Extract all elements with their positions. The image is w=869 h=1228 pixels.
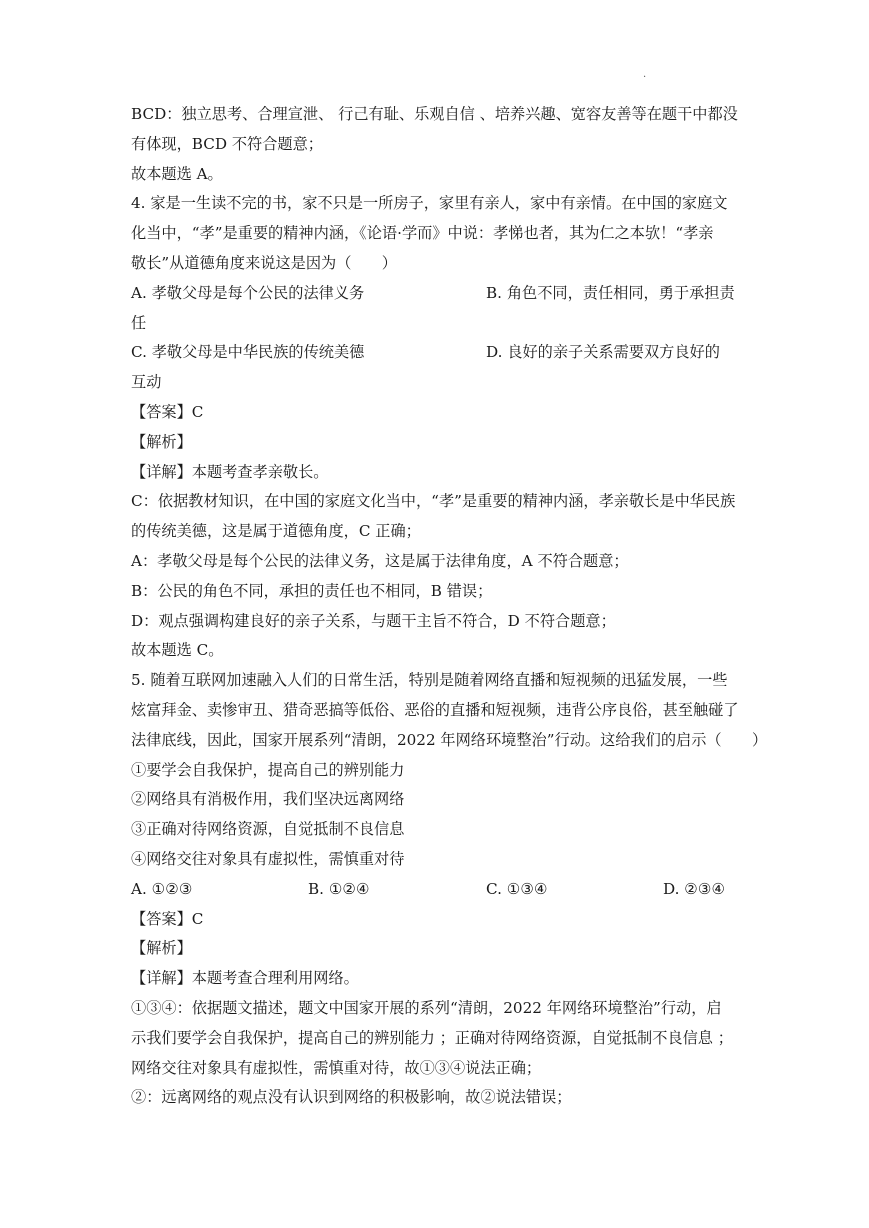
question-4 bbox=[131, 189, 741, 666]
q4-explanation-line: 故本题选 C。 bbox=[131, 641, 224, 660]
q5-analysis-label: 【解析】 bbox=[131, 939, 192, 958]
prev-analysis-bcd-line-2: 有体现，BCD 不符合题意； bbox=[131, 134, 323, 153]
q5-stem-line-3: 法律底线，因此，国家开展系列“清朗，2022 年网络环境整治”行动。这给我们的启示（ ） bbox=[131, 730, 768, 749]
q5-answer: 【答案】C bbox=[131, 909, 204, 928]
q5-statement-3: ③正确对待网络资源，自觉抵制不良信息 bbox=[131, 820, 405, 839]
q4-option-d-wrap: 互动 bbox=[131, 373, 162, 392]
q5-stem-line-1: 5. 随着互联网加速融入人们的日常生活，特别是随着网络直播和短视频的迅猛发展，一些 bbox=[131, 671, 728, 690]
q4-option-d: D. 良好的亲子关系需要双方良好的 bbox=[486, 343, 720, 362]
q4-explanation-line: C：依据教材知识，在中国的家庭文化当中，“孝”是重要的精神内涵，孝亲敬长是中华民族 bbox=[131, 492, 736, 511]
q4-detail: 【详解】本题考查孝亲敬长。 bbox=[131, 462, 329, 481]
q4-options-row-1 bbox=[131, 279, 741, 309]
page-top-mark: . bbox=[643, 69, 647, 80]
q4-option-b: B. 角色不同，责任相同，勇于承担责 bbox=[486, 283, 735, 302]
q4-explanation-line: D：观点强调构建良好的亲子关系，与题干主旨不符合，D 不符合题意； bbox=[131, 611, 616, 630]
q4-stem-line-1: 4. 家是一生读不完的书，家不只是一所房子，家里有亲人，家中有亲情。在中国的家庭文 bbox=[131, 194, 728, 213]
q4-explanation-line: 的传统美德，这是属于道德角度，C 正确； bbox=[131, 522, 421, 541]
prev-analysis-bcd-line-1: BCD：独立思考、合理宣泄、 行己有耻、乐观自信 、培养兴趣、宽容友善等在题干中都没 bbox=[131, 105, 738, 123]
q5-detail: 【详解】本题考查合理利用网络。 bbox=[131, 969, 359, 988]
q4-stem-line-2: 化当中，“孝”是重要的精神内涵，《论语·学而》中说：孝悌也者，其为仁之本欤！“孝亲 bbox=[131, 224, 714, 243]
q4-explanation-line: B：公民的角色不同，承担的责任也不相同，B 错误； bbox=[131, 581, 493, 600]
q5-statement-2: ②网络具有消极作用，我们坚决远离网络 bbox=[131, 790, 405, 809]
q5-statement-4: ④网络交往对象具有虚拟性，需慎重对待 bbox=[131, 849, 405, 868]
q4-explanation-line: A：孝敬父母是每个公民的法律义务，这是属于法律角度，A 不符合题意； bbox=[131, 551, 629, 570]
q5-explanation-line: ②：远离网络的观点没有认识到网络的积极影响，故②说法错误； bbox=[131, 1088, 572, 1107]
q4-analysis-label: 【解析】 bbox=[131, 432, 192, 451]
q4-stem-line-3: 敬长”从道德角度来说这是因为（ ） bbox=[131, 253, 397, 272]
q5-option-d: D. ②③④ bbox=[663, 879, 726, 898]
q5-option-b: B. ①②④ bbox=[308, 879, 370, 898]
q5-option-c: C. ①③④ bbox=[486, 879, 548, 898]
q5-explanation-line: ①③④：依据题文描述，题文中国家开展的系列“清朗，2022 年网络环境整治”行动，启 bbox=[131, 998, 722, 1017]
q4-option-b-wrap: 任 bbox=[131, 313, 147, 332]
q5-stem-line-2: 炫富拜金、卖惨审丑、猎奇恶搞等低俗、恶俗的直播和短视频，违背公序良俗，甚至触碰了 bbox=[131, 700, 739, 719]
q4-options-row-2 bbox=[131, 338, 741, 368]
q5-statement-1: ①要学会自我保护，提高自己的辨别能力 bbox=[131, 760, 405, 779]
q5-option-a: A. ①②③ bbox=[131, 879, 193, 898]
q5-explanation-line: 示我们要学会自我保护，提高自己的辨别能力 ；正确对待网络资源，自觉抵制不良信息 ； bbox=[131, 1028, 733, 1047]
q5-options-row bbox=[131, 875, 741, 905]
q4-option-c: C. 孝敬父母是中华民族的传统美德 bbox=[131, 343, 365, 362]
q5-explanation-line: 网络交往对象具有虚拟性，需慎重对待，故①③④说法正确； bbox=[131, 1058, 542, 1077]
question-5 bbox=[131, 666, 768, 1113]
prev-conclusion: 故本题选 A。 bbox=[131, 164, 223, 183]
q4-answer: 【答案】C bbox=[131, 402, 204, 421]
q4-option-a: A. 孝敬父母是每个公民的法律义务 bbox=[131, 283, 365, 302]
document-body bbox=[131, 100, 768, 1113]
